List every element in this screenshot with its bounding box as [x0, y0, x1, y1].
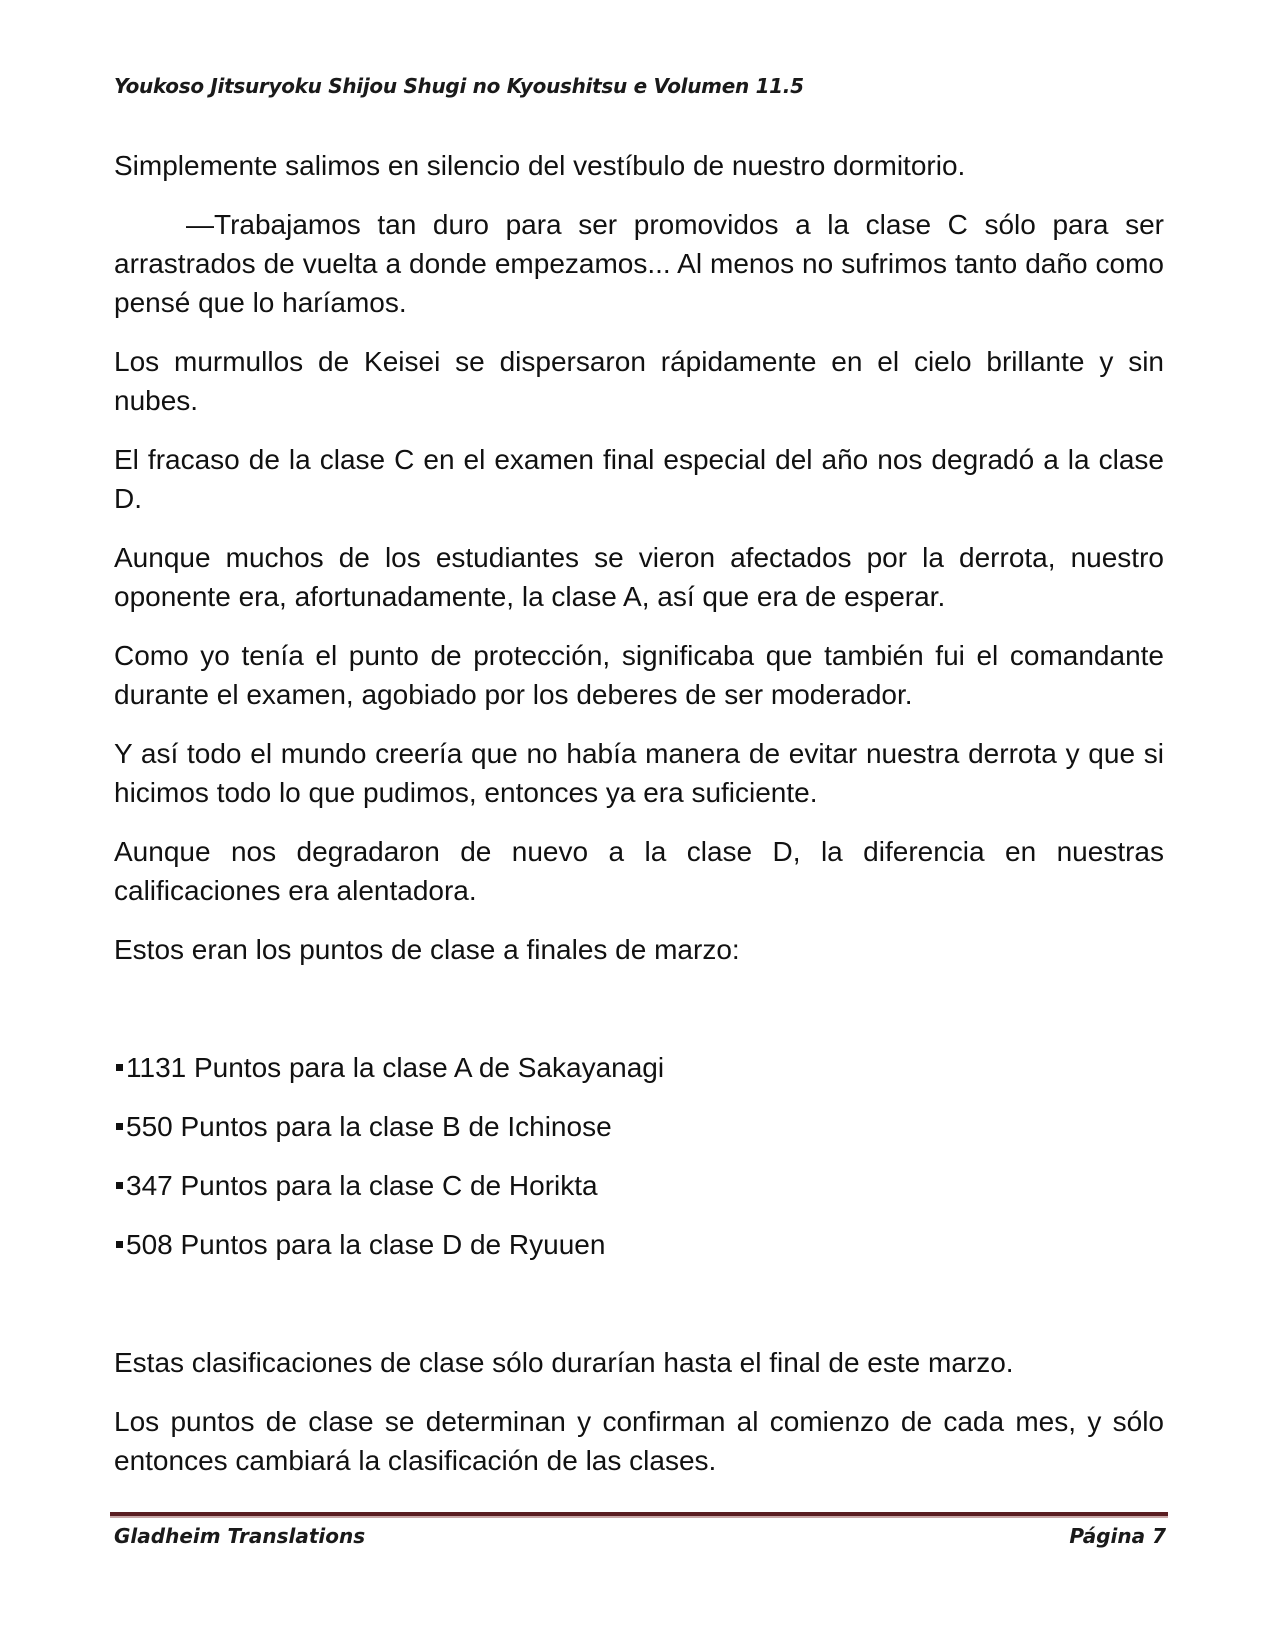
list-item: [114, 1048, 1164, 1087]
square-bullet-icon: [116, 1123, 123, 1130]
list-item-text: 1131 Puntos para la clase A de Sakayanagi: [126, 1052, 665, 1083]
list-item: [114, 1107, 1164, 1146]
list-item: [114, 1225, 1164, 1264]
paragraph: Los puntos de clase se determinan y confirman al comienzo de cada mes, y sólo entonces cambiará la clasificación de las clases.: [114, 1406, 1164, 1476]
paragraph: Como yo tenía el punto de protección, significaba que también fui el comandante durante el examen, agobiado por los deberes de ser moderador.: [114, 640, 1164, 710]
list-item-text: 347 Puntos para la clase C de Horikta: [126, 1170, 598, 1201]
paragraph: Simplemente salimos en silencio del vestíbulo de nuestro dormitorio.: [114, 150, 966, 181]
footer-credit: Gladheim Translations: [114, 1524, 366, 1548]
paragraph: Aunque nos degradaron de nuevo a la clase D, la diferencia en nuestras calificaciones era alentadora.: [114, 836, 1164, 906]
list-item: [114, 1166, 1164, 1205]
square-bullet-icon: [116, 1182, 123, 1189]
paragraph: Aunque muchos de los estudiantes se vieron afectados por la derrota, nuestro oponente era, afortunadamente, la clase A, así que era de esperar.: [114, 542, 1164, 612]
square-bullet-icon: [116, 1241, 123, 1248]
page-body: [114, 146, 1164, 1500]
blank-line: [114, 989, 1164, 1048]
page-footer: [114, 1524, 1166, 1548]
paragraph: Y así todo el mundo creería que no había manera de evitar nuestra derrota y que si hicimos todo lo que pudimos, entonces ya era suficiente.: [114, 738, 1164, 808]
page-number: Página 7: [1069, 1524, 1166, 1548]
list-item-text: 508 Puntos para la clase D de Ryuuen: [126, 1229, 606, 1260]
paragraph: Estos eran los puntos de clase a finales de marzo:: [114, 934, 740, 965]
paragraph: El fracaso de la clase C en el examen final especial del año nos degradó a la clase D.: [114, 444, 1164, 514]
paragraph: Estas clasificaciones de clase sólo durarían hasta el final de este marzo.: [114, 1347, 1014, 1378]
paragraph: Los murmullos de Keisei se dispersaron rápidamente en el cielo brillante y sin nubes.: [114, 346, 1164, 416]
paragraph: —Trabajamos tan duro para ser promovidos a la clase C sólo para ser arrastrados de vuelta a donde empezamos... Al menos no sufrimos tanto daño como pensé que lo haríamos.: [114, 209, 1164, 318]
running-header: Youkoso Jitsuryoku Shijou Shugi no Kyoushitsu e Volumen 11.5: [114, 74, 804, 98]
list-item-text: 550 Puntos para la clase B de Ichinose: [126, 1111, 612, 1142]
blank-line: [114, 1284, 1164, 1343]
footer-divider: [110, 1512, 1168, 1518]
square-bullet-icon: [116, 1064, 123, 1071]
